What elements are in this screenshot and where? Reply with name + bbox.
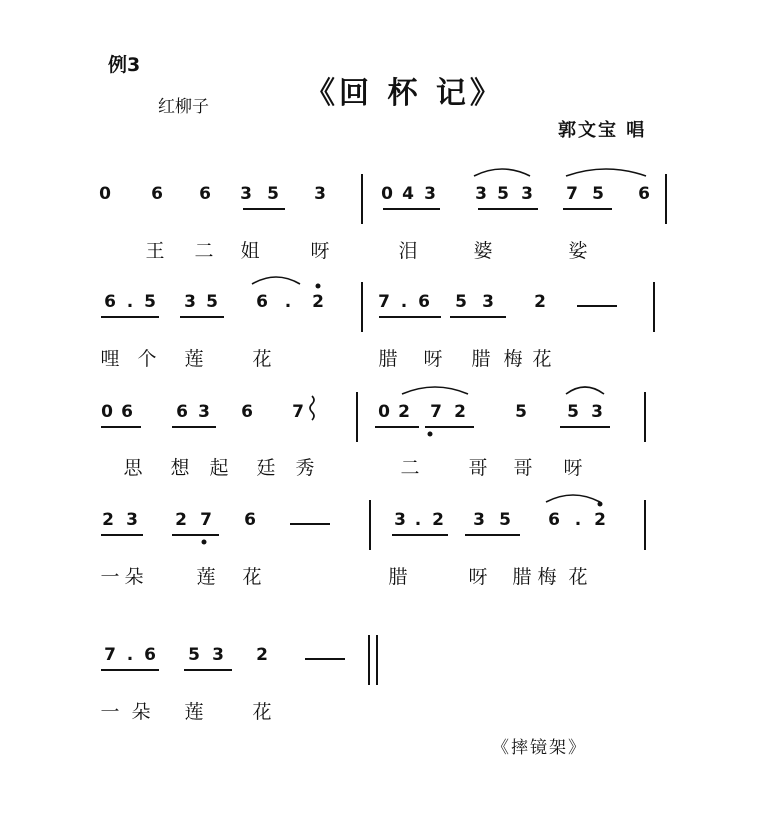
- note: 2: [594, 510, 606, 530]
- dot: .: [126, 645, 134, 665]
- lyric-char: 呀: [563, 457, 583, 479]
- lyric-char: 花: [242, 566, 262, 588]
- dot: .: [414, 510, 422, 530]
- lyric-char: 腊: [388, 566, 408, 588]
- note: 3: [591, 402, 603, 422]
- lyric-char: 二: [400, 457, 420, 479]
- lyric-char: 娑: [568, 240, 588, 262]
- lyric-char: 哥: [513, 457, 533, 479]
- note: 3: [198, 402, 210, 422]
- lyric-char: 思: [123, 457, 143, 479]
- note: 3: [424, 184, 436, 204]
- note: 7: [430, 402, 442, 422]
- note: 6: [256, 292, 268, 312]
- lyric-char: 梅: [537, 566, 557, 588]
- lyric-char: 莲: [184, 701, 204, 723]
- note: 2: [432, 510, 444, 530]
- lyric-char: 呀: [310, 240, 330, 262]
- source-label: 《摔镜架》: [492, 738, 587, 758]
- tune-name: 红柳子: [158, 97, 209, 117]
- note: 2: [102, 510, 114, 530]
- note: 5: [592, 184, 604, 204]
- dot: .: [574, 510, 582, 530]
- octave-dot: [428, 432, 433, 437]
- note: 0: [99, 184, 111, 204]
- piece-title: 《回 杯 记》: [305, 76, 504, 111]
- lyric-char: 想: [170, 457, 190, 479]
- slur: [546, 495, 600, 502]
- lyric-char: 腊: [378, 348, 398, 370]
- note: 7: [566, 184, 578, 204]
- note: 3: [394, 510, 406, 530]
- note: 3: [212, 645, 224, 665]
- lyric-char: 梅: [503, 348, 523, 370]
- lyric-char: 哥: [468, 457, 488, 479]
- note: 0: [378, 402, 390, 422]
- note: 5: [144, 292, 156, 312]
- note: 7: [104, 645, 116, 665]
- note: 2: [312, 292, 324, 312]
- lyric-char: 个: [137, 348, 157, 370]
- lyric-char: 莲: [196, 566, 216, 588]
- lyric-char: 一: [100, 566, 120, 588]
- note: 4: [402, 184, 414, 204]
- note: 5: [515, 402, 527, 422]
- note: 5: [499, 510, 511, 530]
- lyric-char: 呀: [423, 348, 443, 370]
- note: 6: [638, 184, 650, 204]
- lyric-char: 二: [194, 240, 214, 262]
- lyric-char: 腊: [512, 566, 532, 588]
- note: 6: [199, 184, 211, 204]
- slur: [402, 387, 468, 394]
- lyric-char: 哩: [100, 348, 120, 370]
- octave-dot: [202, 540, 207, 545]
- note: 3: [240, 184, 252, 204]
- lyric-char: 廷: [256, 457, 276, 479]
- singer-credit: 郭文宝 唱: [558, 120, 647, 141]
- note: 3: [126, 510, 138, 530]
- lyric-char: 秀: [295, 457, 315, 479]
- note: 6: [104, 292, 116, 312]
- dot: .: [400, 292, 408, 312]
- note: 3: [184, 292, 196, 312]
- lyric-char: 呀: [468, 566, 488, 588]
- slur: [566, 169, 646, 176]
- lyric-char: 王: [145, 240, 165, 262]
- lyric-char: 腊: [471, 348, 491, 370]
- octave-dot: [316, 284, 321, 289]
- note: 7: [292, 402, 304, 422]
- note: 2: [454, 402, 466, 422]
- note: 5: [455, 292, 467, 312]
- dot: .: [126, 292, 134, 312]
- note: 2: [398, 402, 410, 422]
- note: 6: [176, 402, 188, 422]
- lyric-char: 花: [568, 566, 588, 588]
- note: 7: [200, 510, 212, 530]
- note: 6: [418, 292, 430, 312]
- note: 3: [482, 292, 494, 312]
- note: 5: [567, 402, 579, 422]
- trill-mark: [310, 396, 314, 420]
- note: 5: [206, 292, 218, 312]
- note: 5: [267, 184, 279, 204]
- note: 2: [175, 510, 187, 530]
- lyric-char: 花: [252, 701, 272, 723]
- note: 3: [475, 184, 487, 204]
- slur: [474, 169, 530, 176]
- note: 7: [378, 292, 390, 312]
- lyric-char: 花: [252, 348, 272, 370]
- note: 0: [101, 402, 113, 422]
- example-label: 例3: [108, 54, 141, 76]
- note: 6: [241, 402, 253, 422]
- note: 3: [473, 510, 485, 530]
- slur: [252, 277, 300, 284]
- lyric-char: 姐: [240, 240, 260, 262]
- lyric-char: 起: [209, 457, 229, 479]
- note: 3: [521, 184, 533, 204]
- lyric-char: 婆: [473, 240, 493, 262]
- note: 2: [534, 292, 546, 312]
- note: 5: [188, 645, 200, 665]
- lyric-char: 朵: [131, 701, 151, 723]
- note: 2: [256, 645, 268, 665]
- note: 6: [244, 510, 256, 530]
- lyric-char: 泪: [398, 240, 418, 262]
- lyric-char: 花: [532, 348, 552, 370]
- slur: [566, 387, 604, 394]
- lyric-char: 莲: [184, 348, 204, 370]
- dot: .: [284, 292, 292, 312]
- note: 6: [121, 402, 133, 422]
- note: 6: [151, 184, 163, 204]
- lyric-char: 朵: [124, 566, 144, 588]
- note: 6: [548, 510, 560, 530]
- note: 0: [381, 184, 393, 204]
- note: 3: [314, 184, 326, 204]
- note: 6: [144, 645, 156, 665]
- note: 5: [497, 184, 509, 204]
- octave-dot: [598, 502, 603, 507]
- lyric-char: 一: [100, 701, 120, 723]
